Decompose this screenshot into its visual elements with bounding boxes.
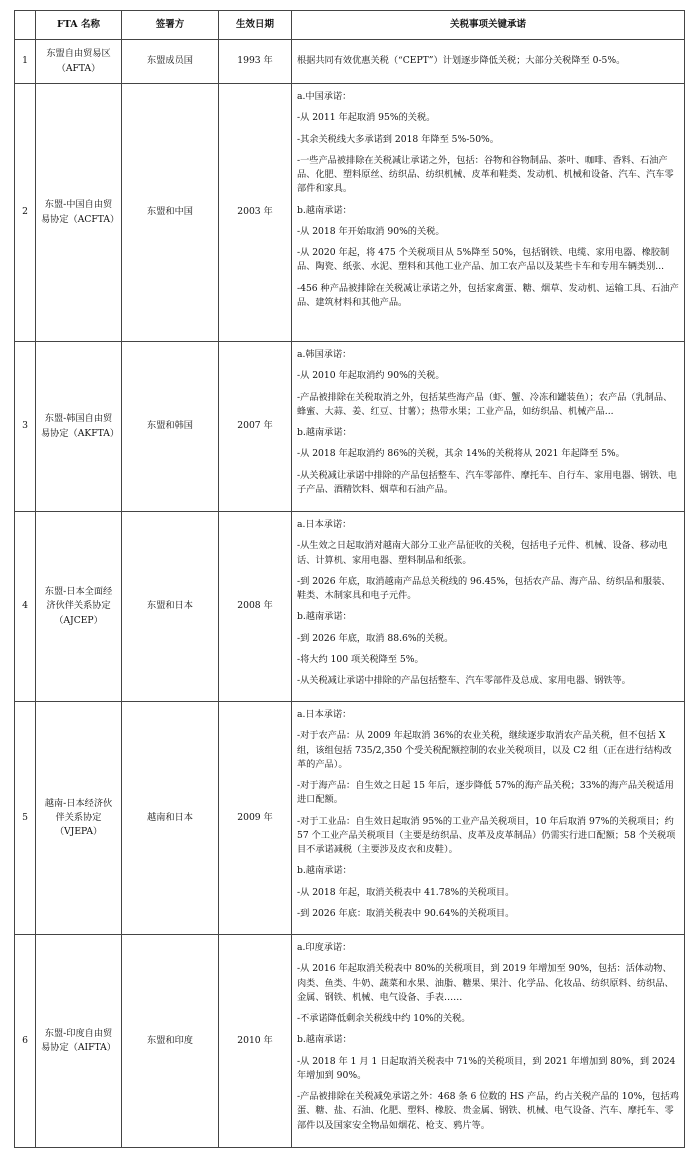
commitment-line: -从关税减让承诺中排除的产品包括整车、汽车零部件及总成、家用电器、钢铁等。 — [297, 675, 631, 686]
signatories: 东盟和韩国 — [122, 342, 219, 512]
commitment-line: -其余关税线大多承诺到 2018 年降至 5%-50%。 — [297, 133, 499, 145]
commitment-line: -一些产品被排除在关税减让承诺之外，包括：谷物和谷物制品、茶叶、咖啡、香料、石油产品、化肥、塑料原丝、纺织品、纺织机械、皮革和鞋类、发动机、机械和设备、汽车、汽车零部件和家具。 — [297, 154, 674, 195]
header-date: 生效日期 — [219, 11, 292, 40]
signatories: 东盟和印度 — [122, 935, 219, 1148]
header-row — [15, 11, 685, 40]
row-number: 1 — [15, 40, 36, 84]
commitments — [292, 935, 685, 1148]
commitment-line: -产品被排除在关税取消之外，包括某些海产品（虾、蟹、冷冻和罐装鱼）；农产品（乳制品、蜂蜜、大蒜、姜、红豆、甘薯）；热带水果；工业产品，如纺织品、机械产品... — [297, 391, 673, 417]
fta-name: 东盟自由贸易区（AFTA） — [36, 40, 122, 84]
row-number: 3 — [15, 342, 36, 512]
header-no — [15, 11, 36, 40]
signatories: 东盟和中国 — [122, 84, 219, 342]
commitment-line: -从 2011 年起取消 95%的关税。 — [297, 112, 436, 124]
commitment-line: -从 2010 年起取消约 90%的关税。 — [297, 370, 445, 382]
commitment-line: 根据共同有效优惠关税（“CEPT”）计划逐步降低关税；大部分关税降至 0-5%。 — [297, 55, 626, 67]
commitment-line: a.中国承诺： — [297, 91, 352, 102]
signatories: 越南和日本 — [122, 702, 219, 935]
fta-table — [14, 10, 685, 1148]
commitment-line: -将大约 100 项关税降至 5%。 — [297, 653, 424, 665]
effective-date: 2009 年 — [219, 702, 292, 935]
commitment-line: -不承诺降低剩余关税线中约 10%的关税。 — [297, 1013, 471, 1024]
effective-date: 1993 年 — [219, 40, 292, 84]
fta-name: 东盟-日本全面经济伙伴关系协定（AJCEP） — [36, 512, 122, 702]
commitment-line: b.越南承诺： — [297, 427, 352, 438]
commitment-line: -对于工业品：自生效日起取消 95%的工业产品关税项目，10 年后取消 97%的关税项目；约 57 个工业产品关税项目（主要是纺织品、皮革及皮革制品）仍需实行进口配额；58 个关税项目不承诺减税（主要涉及皮衣和皮鞋）。 — [297, 815, 676, 855]
commitments — [292, 702, 685, 935]
row-number: 5 — [15, 702, 36, 935]
header-parties: 签署方 — [122, 11, 219, 40]
header-commitments: 关税事项关键承诺 — [292, 11, 685, 40]
effective-date: 2003 年 — [219, 84, 292, 342]
commitment-line: a.日本承诺： — [297, 709, 352, 720]
fta-name: 东盟-印度自由贸易协定（AIFTA） — [36, 935, 122, 1148]
commitment-line: a.日本承诺： — [297, 519, 352, 530]
commitments — [292, 84, 685, 342]
table-row — [15, 702, 685, 935]
commitment-line: -对于海产品：自生效之日起 15 年后，逐步降低 57%的海产品关税；33%的海产品关税适用进口配额。 — [297, 780, 674, 806]
commitment-line: -对于农产品：从 2009 年起取消 36%的农业关税，继续逐步取消农产品关税，但不包括 X 组，该组包括 735/2,350 个受关税配额控制的农业关税项目，以及 C2 组（正在进行结构改革的产品）。 — [297, 730, 672, 770]
fta-name: 东盟-中国自由贸易协定（ACFTA） — [36, 84, 122, 342]
commitment-line: b.越南承诺： — [297, 1034, 352, 1046]
row-number: 6 — [15, 935, 36, 1148]
header-fta-name: FTA 名称 — [36, 11, 122, 40]
commitment-line: -从 2018 年起，取消关税表中 41.78%的关税项目。 — [297, 886, 515, 898]
effective-date: 2008 年 — [219, 512, 292, 702]
commitment-line: -456 种产品被排除在关税减让承诺之外，包括家禽蛋、糖、烟草、发动机、运输工具、石油产品、建筑材料和其他产品。 — [297, 282, 679, 308]
fta-name: 东盟-韩国自由贸易协定（AKFTA） — [36, 342, 122, 512]
table-row — [15, 935, 685, 1148]
effective-date: 2007 年 — [219, 342, 292, 512]
commitment-line: -从生效之日起取消对越南大部分工业产品征收的关税，包括电子元件、机械、设备、移动电话、计算机、家用电器、塑料制品和纸张。 — [297, 540, 668, 566]
table-row — [15, 512, 685, 702]
commitments — [292, 40, 685, 84]
commitment-line: b.越南承诺： — [297, 611, 352, 623]
commitment-line: b.越南承诺： — [297, 865, 352, 877]
commitment-line: -从 2018 年 1 月 1 日起取消关税表中 71%的关税项目，到 2021 年增加到 80%，到 2024 年增加到 90%。 — [297, 1055, 676, 1081]
commitment-line: -从 2020 年起，将 475 个关税项目从 5%降至 50%，包括钢铁、电缆、家用电器、橡胶制品、陶瓷、纸张、水泥、塑料和其他工业产品、加工农产品以及某些卡车和专用车辆类别... — [297, 247, 670, 273]
effective-date: 2010 年 — [219, 935, 292, 1148]
commitment-line: -从 2016 年起取消关税表中 80%的关税项目，到 2019 年增加至 90%，包括：活体动物、肉类、鱼类、牛奶、蔬菜和水果、油脂、糖果、果汁、化学品、化妆品、纺织原料、纺织品、金属、钢铁、机械、电气设备、手表…… — [297, 963, 674, 1003]
row-number: 2 — [15, 84, 36, 342]
table-row — [15, 84, 685, 342]
row-number: 4 — [15, 512, 36, 702]
commitment-line: b.越南承诺： — [297, 204, 352, 216]
signatories: 东盟成员国 — [122, 40, 219, 84]
signatories: 东盟和日本 — [122, 512, 219, 702]
commitment-line: -从 2018 年开始取消 90%的关税。 — [297, 225, 445, 237]
commitments — [292, 512, 685, 702]
table-row — [15, 342, 685, 512]
commitment-line: -产品被排除在关税减免承诺之外：468 条 6 位数的 HS 产品，约占关税产品的 10%，包括鸡蛋、糖、盐、石油、化肥、塑料、橡胶、贵金属、钢铁、机械、电气设备、汽车、摩托车、零部件以及国家安全物品如烟花、枪支、鸦片等。 — [297, 1091, 679, 1131]
commitment-line: a.韩国承诺： — [297, 349, 352, 360]
commitment-line: -到 2026 年底：取消关税表中 90.64%的关税项目。 — [297, 907, 515, 919]
commitment-line: -从关税减让承诺中排除的产品包括整车、汽车零部件、摩托车、自行车、家用电器、钢铁、电子产品、酒精饮料、烟草和石油产品。 — [297, 469, 677, 495]
commitment-line: -到 2026 年底，取消 88.6%的关税。 — [297, 632, 454, 644]
commitment-line: -从 2018 年起取消约 86%的关税，其余 14%的关税将从 2021 年起降至 5%。 — [297, 448, 625, 460]
commitments — [292, 342, 685, 512]
table-row — [15, 40, 685, 84]
commitment-line: a.印度承诺： — [297, 942, 352, 953]
fta-name: 越南-日本经济伙伴关系协定（VJEPA） — [36, 702, 122, 935]
commitment-line: -到 2026 年底，取消越南产品总关税线的 96.45%，包括农产品、海产品、纺织品和服装、鞋类、木制家具和电子元件。 — [297, 575, 671, 601]
